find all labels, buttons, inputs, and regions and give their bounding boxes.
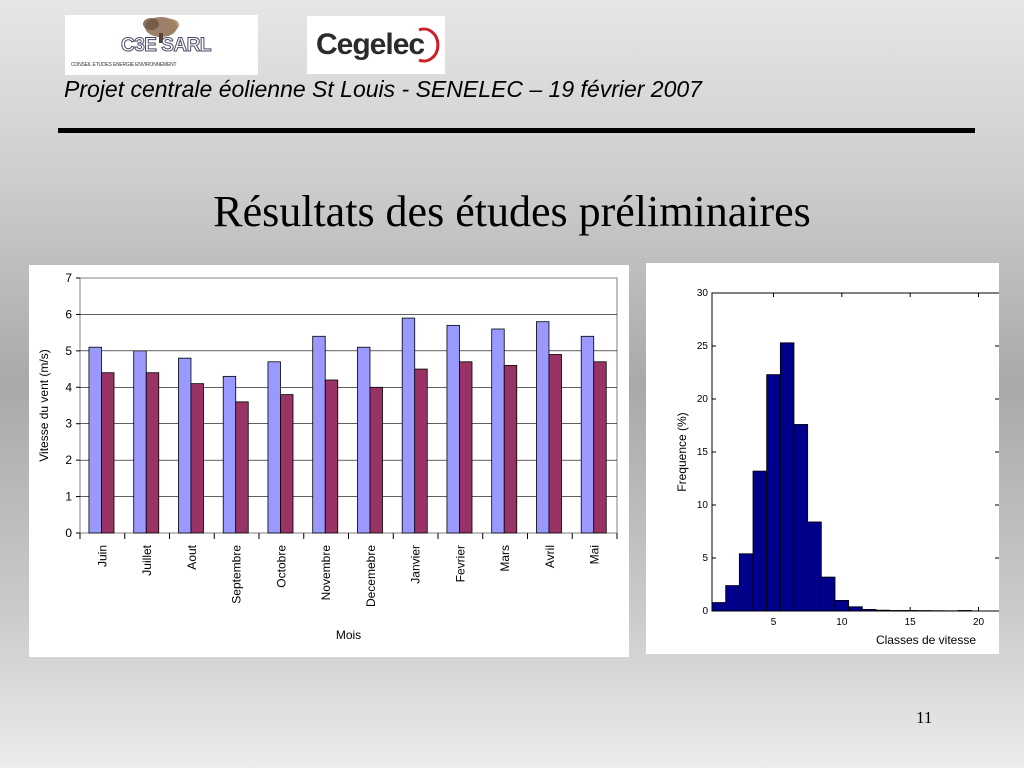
histogram-bar (780, 343, 794, 611)
bar-series-1-decemebre (357, 347, 370, 533)
bar-chart-x-tick-label: Juin (95, 545, 110, 568)
bar-series-1-mars (492, 329, 505, 533)
header-title: Projet centrale éolienne St Louis - SENELEC – 19 février 2007 (64, 76, 702, 102)
bar-chart-x-tick-label: Octobre (274, 545, 289, 588)
bar-series-2-septembre (236, 402, 249, 533)
bar-series-1-avril (536, 322, 549, 533)
bar-series-2-janvier (415, 369, 428, 533)
header-divider (58, 128, 975, 133)
bar-chart-y-axis-label: Vitesse du vent (m/s) (37, 349, 51, 462)
histogram-x-tick-label: 15 (904, 617, 916, 628)
histogram-y-tick-label: 25 (696, 341, 708, 352)
bar-series-2-aout (191, 384, 204, 533)
bar-chart-x-tick-label: Septembre (229, 545, 244, 604)
bar-series-2-juin (101, 373, 114, 533)
logo-c3e-subtitle: CONSEIL ETUDES ENERGIE ENVIRONNEMENT (71, 62, 177, 68)
wind-speed-histogram-svg (646, 263, 999, 654)
logo-cegelec-text: Cegelec (316, 28, 425, 61)
bar-chart-y-tick-label: 7 (65, 271, 72, 285)
bar-series-1-mai (581, 336, 594, 533)
bar-series-2-mai (594, 362, 607, 533)
bar-chart-y-tick-label: 4 (65, 380, 72, 395)
c3e-sarl-logo (65, 15, 258, 75)
histogram-bar (890, 610, 904, 611)
histogram-bar (849, 607, 863, 611)
wind-speed-histogram (646, 263, 999, 654)
histogram-x-tick-label: 10 (836, 617, 848, 628)
bar-series-1-fevrier (447, 325, 460, 533)
histogram-bar (876, 610, 890, 611)
bar-series-1-novembre (313, 336, 326, 533)
histogram-x-tick-label: 20 (972, 617, 985, 628)
histogram-bar (739, 554, 753, 611)
bar-chart-x-tick-label: Fevrier (453, 545, 468, 583)
histogram-y-tick-label: 0 (702, 606, 708, 617)
bar-series-2-avril (549, 355, 562, 534)
bar-series-2-juillet (146, 373, 159, 533)
bar-series-2-decemebre (370, 387, 383, 533)
histogram-y-tick-label: 15 (696, 447, 708, 458)
bar-chart-y-tick-label: 1 (65, 489, 72, 504)
histogram-bar (767, 375, 781, 611)
histogram-bar (753, 471, 767, 611)
histogram-bar (808, 522, 822, 611)
bar-series-2-mars (504, 365, 517, 533)
histogram-x-tick-label: 5 (770, 617, 777, 628)
bar-chart-x-tick-label: Janvier (408, 545, 423, 584)
bar-chart-x-tick-label: Avril (542, 545, 557, 569)
bar-chart-x-tick-label: Decemebre (363, 545, 378, 608)
histogram-x-axis-label: Classes de vitesse (875, 633, 976, 647)
bar-chart-x-tick-label: Mai (587, 545, 602, 565)
bar-series-2-octobre (280, 395, 293, 533)
histogram-y-tick-label: 30 (696, 288, 708, 299)
histogram-y-tick-label: 5 (702, 553, 708, 564)
bar-series-1-octobre (268, 362, 281, 533)
histogram-bar (726, 586, 740, 611)
histogram-bar (794, 424, 808, 611)
bar-series-1-juin (89, 347, 102, 533)
histogram-y-tick-label: 20 (696, 394, 708, 405)
bar-chart-x-tick-label: Novembre (319, 545, 334, 601)
bar-series-2-novembre (325, 380, 338, 533)
cegelec-logo (307, 16, 445, 74)
bar-chart-y-tick-label: 3 (65, 416, 72, 431)
bar-chart-y-tick-label: 0 (65, 526, 72, 540)
bar-series-2-fevrier (459, 362, 472, 533)
histogram-bar (712, 603, 726, 611)
histogram-bar (821, 577, 835, 611)
histogram-y-axis-label: Frequence (%) (675, 412, 689, 492)
histogram-y-tick-label: 10 (696, 500, 708, 511)
bar-series-1-janvier (402, 318, 415, 533)
histogram-bar (903, 610, 917, 611)
bar-chart-x-tick-label: Mars (498, 545, 513, 572)
bar-series-1-aout (178, 358, 191, 533)
bar-series-1-septembre (223, 376, 236, 533)
slide-title: Résultats des études préliminaires (213, 187, 811, 236)
bar-chart-y-tick-label: 2 (65, 453, 72, 468)
histogram-bar (835, 600, 849, 611)
logo-c3e-text: C3E SARL (121, 35, 211, 56)
bar-chart-x-tick-label: Aout (184, 545, 199, 570)
bar-chart-x-axis-label: Mois (335, 628, 362, 642)
bar-chart-x-tick-label: Juillet (140, 545, 155, 576)
bar-chart-y-tick-label: 6 (65, 307, 72, 322)
bar-chart-y-tick-label: 5 (65, 343, 72, 358)
bar-series-1-juillet (134, 351, 147, 533)
slide-number: 11 (916, 708, 933, 727)
histogram-bar (958, 610, 972, 611)
histogram-bar (862, 609, 876, 611)
monthly-wind-speed-chart (29, 265, 629, 657)
monthly-wind-speed-svg (29, 265, 629, 657)
